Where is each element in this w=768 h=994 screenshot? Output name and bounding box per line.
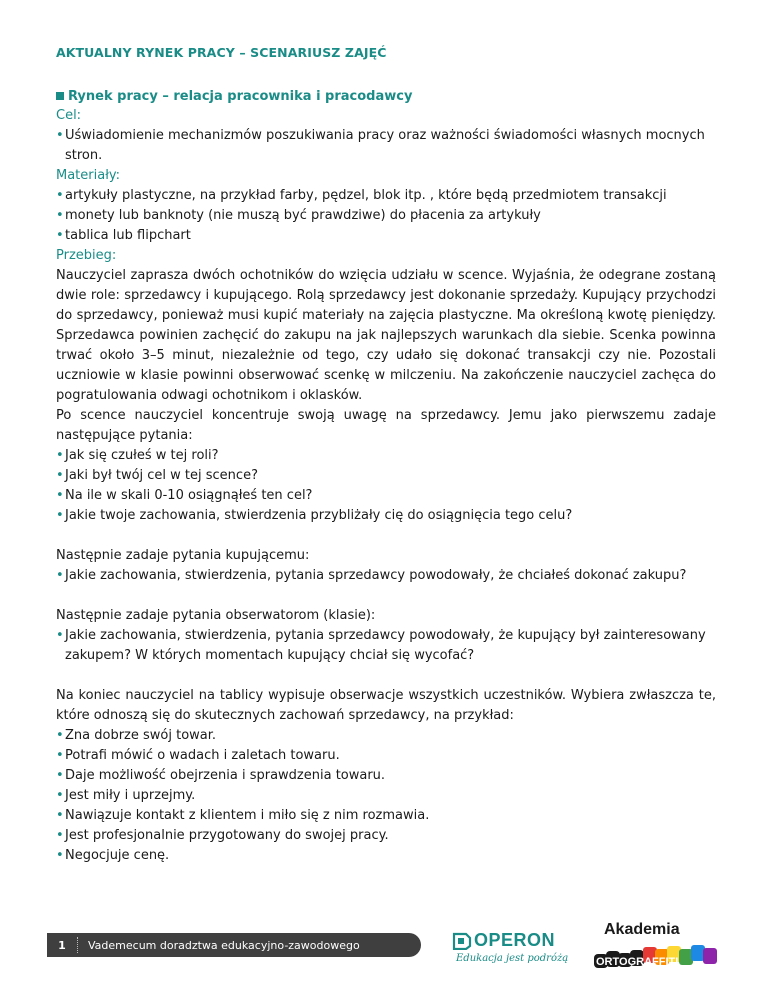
- list-item: • Jakie zachowania, stwierdzenia, pytania sprzedawcy powodowały, że chciałeś dokonać zakupu?: [56, 566, 716, 586]
- list-item: • monety lub banknoty (nie muszą być prawdziwe) do płacenia za artykuły: [56, 206, 716, 226]
- paragraph: Następnie zadaje pytania kupującemu:: [56, 548, 310, 563]
- list-item: • Daje możliwość obejrzenia i sprawdzenia towaru.: [56, 766, 716, 786]
- list-item: • artykuły plastyczne, na przykład farby, pędzel, blok itp. , które będą przedmiotem transakcji: [56, 186, 716, 206]
- ortograffiti-logo-icon: [594, 942, 722, 972]
- footer-bar: [47, 933, 421, 957]
- paragraph: Na koniec nauczyciel na tablicy wypisuje obserwacje wszystkich uczestników. Wybiera zwłaszcza te, które odnoszą się do skutecznych zachowań sprzedawcy, na przykład:: [56, 688, 716, 723]
- document-body: [56, 86, 716, 866]
- section-title-text: Rynek pracy – relacja pracownika i pracodawcy: [68, 88, 413, 104]
- operon-tagline: Edukacja jest podróżą: [456, 953, 569, 964]
- section-title: [56, 86, 716, 106]
- paragraph: Nauczyciel zaprasza dwóch ochotników do wzięcia udziału w scence. Wyjaśnia, że odegrane zostaną dwie role: sprzedawcy i kupującego. Rolą sprzedawcy jest dokonanie sprzedaży. Kupujący przychodzi do sprzedawcy, ponieważ musi kupić materiały na zajęcia plastyczne. Ma określoną kwotę pieniędzy. Sprzedawca powinien zachęcić do zakupu na jak najlepszych warunkach dla siebie. Scenka powinna trwać około 3–5 minut, niezależnie od tego, czy udało się dokonać transakcji czy nie. Pozostali uczniowie w klasie powinni obserwować scenkę w milczeniu. Na zakończenie nauczyciel zachęca do pogratulowania odwagi ochotnikom i oklasków.: [56, 268, 716, 403]
- cel-label: Cel:: [56, 108, 82, 123]
- footer-divider: [77, 937, 78, 953]
- list-item: • tablica lub flipchart: [56, 226, 716, 246]
- page-number: 1: [58, 938, 66, 952]
- list-item: • Nawiązuje kontakt z klientem i miło się z nim rozmawia.: [56, 806, 716, 826]
- list-item: • Jakie zachowania, stwierdzenia, pytania sprzedawcy powodowały, że kupujący był zainteresowany zakupem? W których momentach kupujący chciał się wycofać?: [56, 626, 716, 666]
- operon-name: OPERON: [474, 930, 556, 950]
- list-item: • Jaki był twój cel w tej scence?: [56, 466, 716, 486]
- akademia-logo: [594, 921, 724, 975]
- list-item: • Jakie twoje zachowania, stwierdzenia przybliżały cię do osiągnięcia tego celu?: [56, 506, 716, 526]
- paragraph: Następnie zadaje pytania obserwatorom (klasie):: [56, 608, 376, 623]
- list-item: • Negocjuje cenę.: [56, 846, 716, 866]
- paragraph: Po scence nauczyciel koncentruje swoją uwagę na sprzedawcy. Jemu jako pierwszemu zadaje następujące pytania:: [56, 408, 716, 443]
- materialy-label: Materiały:: [56, 168, 121, 183]
- operon-mark-icon: [452, 932, 472, 950]
- square-bullet-icon: [56, 92, 64, 100]
- list-item: • Potrafi mówić o wadach i zaletach towaru.: [56, 746, 716, 766]
- akademia-title: Akademia: [604, 921, 680, 938]
- list-item: • Jest miły i uprzejmy.: [56, 786, 716, 806]
- page-header: AKTUALNY RYNEK PRACY – SCENARIUSZ ZAJĘĆ: [56, 45, 387, 60]
- list-item: • Na ile w skali 0-10 osiągnąłeś ten cel?: [56, 486, 716, 506]
- przebieg-label: Przebieg:: [56, 248, 117, 263]
- list-item: • Jak się czułeś w tej roli?: [56, 446, 716, 466]
- list-item: • Jest profesjonalnie przygotowany do swojej pracy.: [56, 826, 716, 846]
- list-item: • Zna dobrze swój towar.: [56, 726, 716, 746]
- akademia-logo-text: ORTOGRAFFITI: [596, 956, 679, 968]
- footer-title: Vademecum doradztwa edukacyjno-zawodowego: [88, 938, 360, 952]
- operon-logo: [452, 930, 576, 970]
- list-item: • Uświadomienie mechanizmów poszukiwania pracy oraz ważności świadomości własnych mocnych stron.: [56, 126, 716, 166]
